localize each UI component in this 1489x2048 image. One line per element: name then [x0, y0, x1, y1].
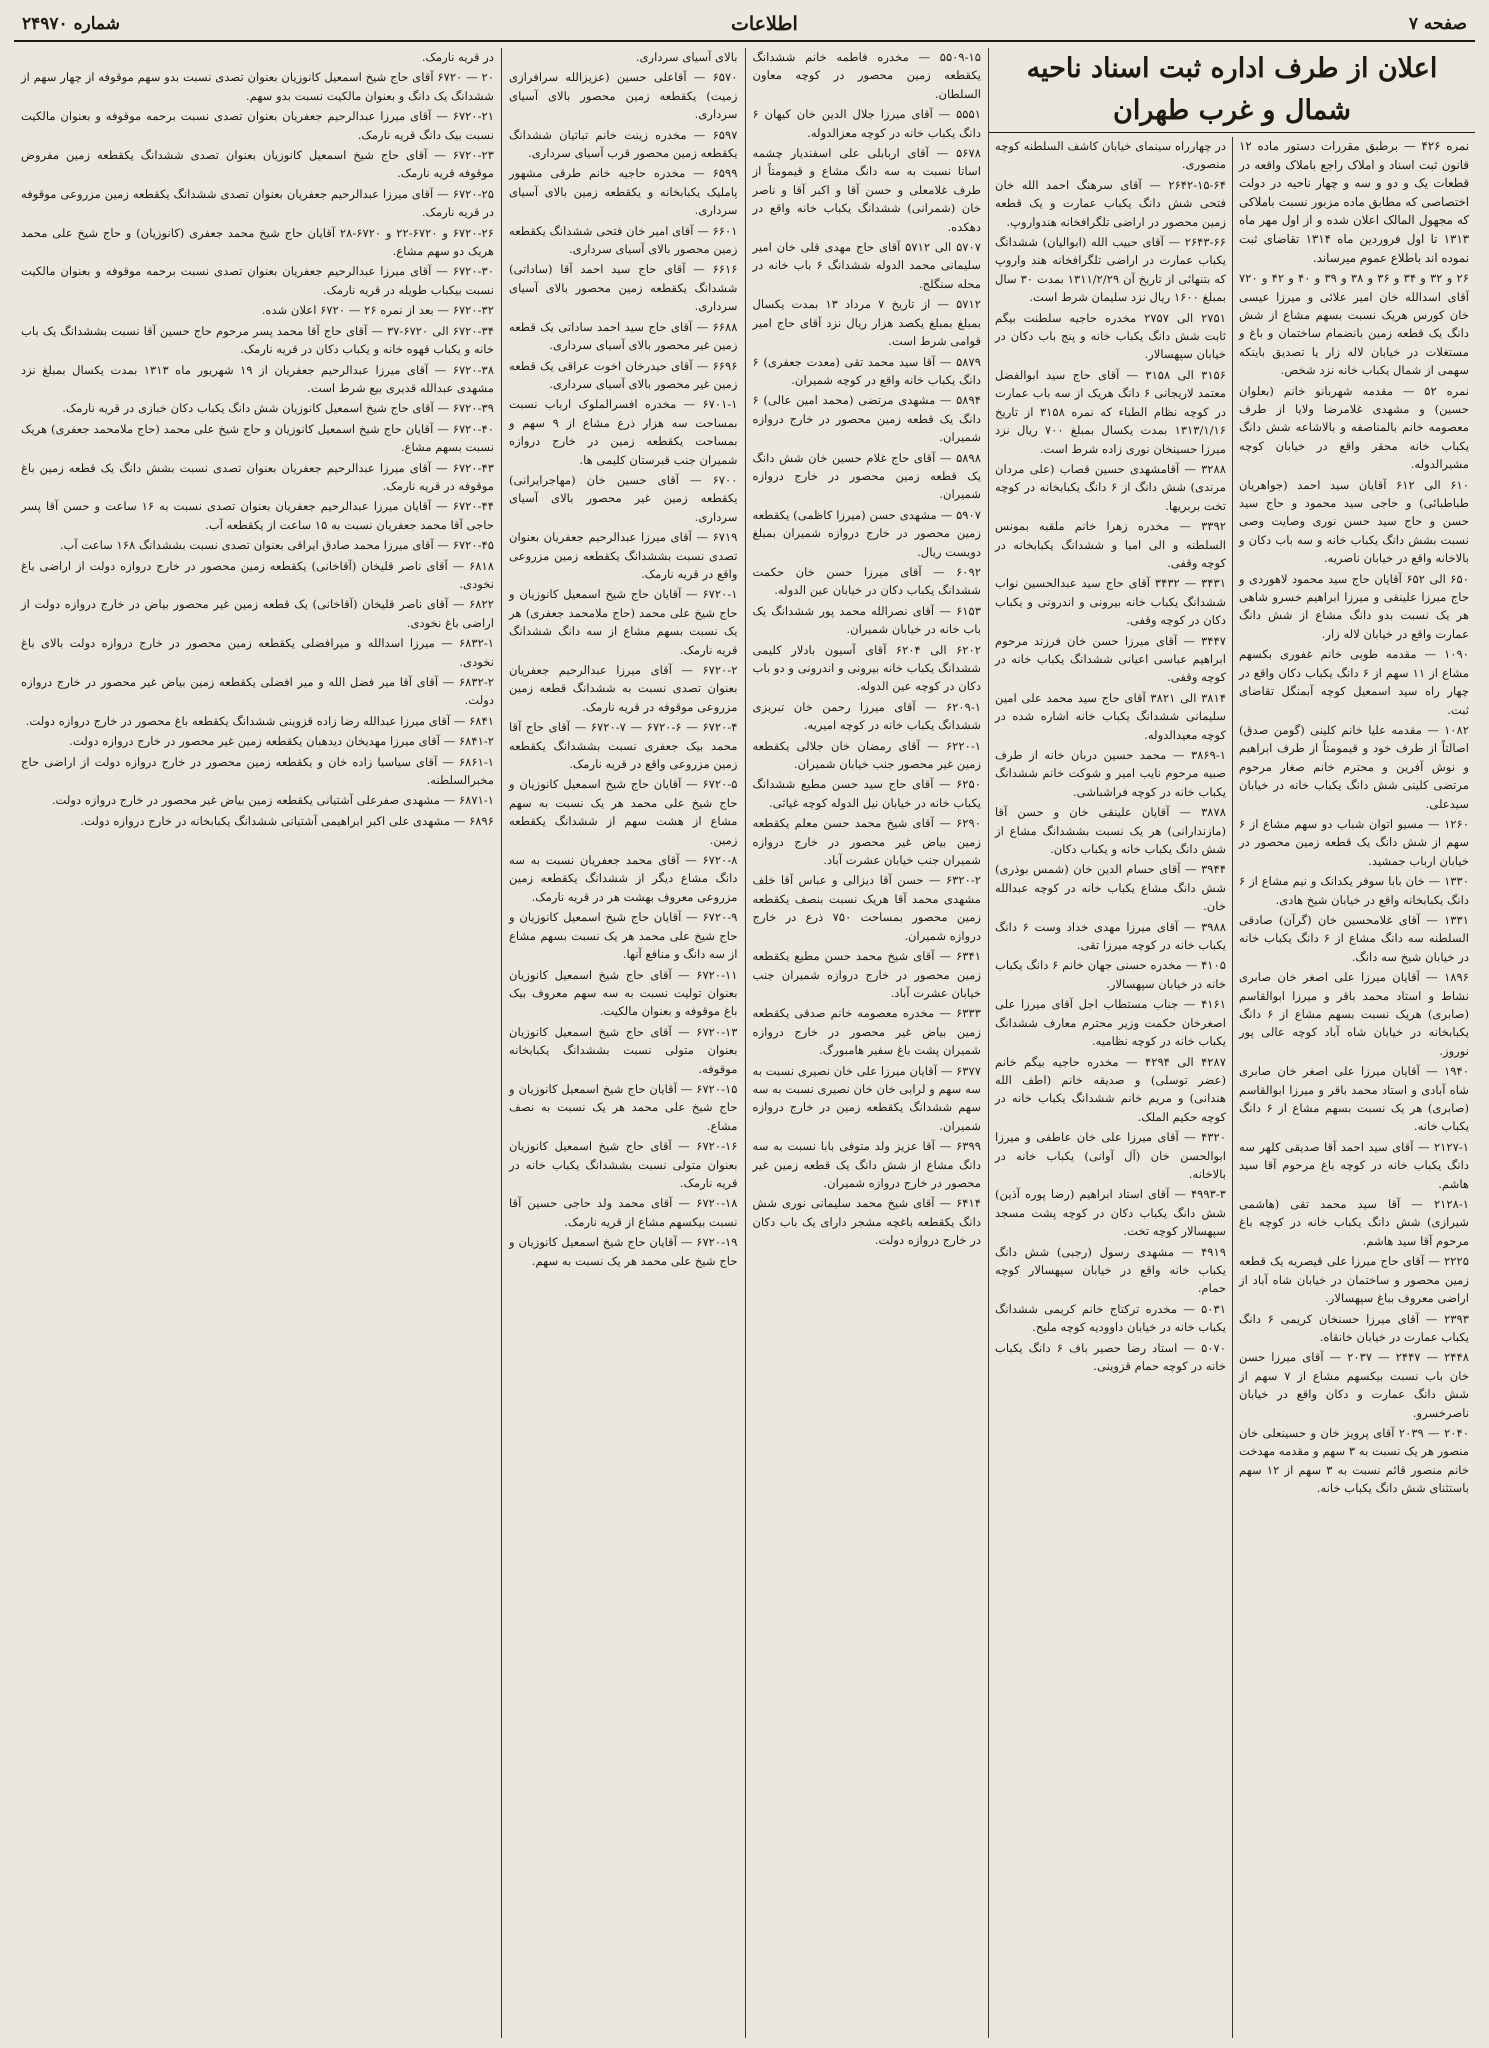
notice-paragraph: ۶۷۲۰-۴۳ — آقای میرزا عبدالرحیم جعفریان بعنوان تصدی نسبت بشش دانگ یک قطعه زمین باغ موقوفه در قریه نارمک. — [21, 460, 494, 493]
notice-paragraph: ۶۷۲۰-۴۰ — آقایان حاج شیخ اسمعیل کانوزیان و حاج شیخ علی محمد (حاج ملامحمد جعفری) هریک نسبت بسهم مشاع. — [21, 421, 494, 455]
notice-paragraph: ۳۹۸۸ — آقای میرزا مهدی خداد وست ۶ دانگ یکباب خانه در کوچه میرزا تقی. — [995, 919, 1226, 953]
notice-paragraph: ۶۲۰۲ الی ۶۲۰۴ آقای آسیون بادلار کلیمی ششدانگ یکباب خانه بیرونی و اندرونی و دو باب دکان در کوچه عین الدوله. — [752, 642, 981, 694]
column-4 — [501, 48, 745, 2038]
notice-paragraph: ۲۲۲۵ — آقای حاج میرزا علی قیصریه یک قطعه زمین محصور و ساختمان در خیابان شاه آباد از اراضی معروف بباغ سپهسالار. — [1239, 1254, 1469, 1306]
notice-paragraph: ۶۷۲۰-۱۸ — آقای محمد ولد حاجی حسین آقا نسبت بیکسهم مشاع از قریه نارمک. — [509, 1196, 738, 1229]
masthead — [14, 8, 1475, 42]
notice-paragraph: ۵۸۹۴ — مشهدی مرتضی (محمد امین عالی) ۶ دانگ یک قطعه زمین محصور در خارج دروازه شمیران. — [752, 393, 981, 445]
notice-paragraph: ۳۹۴۴ — آقای حسام الدین خان (شمس بوذری) شش دانگ مشاع یکباب خانه در کوچه عبدالله خان. — [995, 862, 1226, 914]
notice-paragraph: ۶۶۹۶ — آقای حیدرخان اخوت عراقی یک قطعه زمین غیر محصور بالای آسیای سرداری. — [509, 358, 738, 391]
notice-paragraph: ۵۷۱۲ — از تاریخ ۷ مرداد ۱۳ بمدت یکسال بمبلغ بمبلغ یکصد هزار ریال نزد آقای حاج امیر قوامی شرط است. — [752, 297, 981, 349]
announcement-lead: نمره ۴۲۶ — برطبق مقررات دستور ماده ۱۲ قانون ثبت اسناد و املاک راجع باملاک واقعه در قطعات یک و دو و سه و چهار ناحیه در دولت اختصاصی که مطابق ماده مزبور نسبت باملاکی که مجهول المالک اعلان شده و از اول مهر ماه ۱۳۱۳ تا اول فروردین ماه ۱۳۱۴ تقاضای ثبت نموده اند باطلاع عموم میرساند. — [1239, 139, 1470, 265]
notice-paragraph: ۳۴۳۱ — ۳۴۳۲ آقای حاج سید عبدالحسین نواب ششدانگ یکباب خانه بیرونی و اندرونی و یکباب دکان در کوچه وقفی. — [995, 576, 1226, 628]
column-5 — [14, 48, 501, 2038]
notice-paragraph: ۳۴۴۷ — آقای میرزا حسن خان فرزند مرحوم ابراهیم عباسی اعیانی ششدانگ یکباب خانه در کوچه وقفی. — [995, 633, 1226, 685]
columns-area — [14, 48, 1475, 2038]
notice-paragraph: ۶۷۲۰-۲۱ — آقای میرزا عبدالرحیم جعفریان بعنوان تصدی نسبت برحمه موقوفه و بعنوان مالکیت نسبت بیک دانگ قریه نارمک. — [21, 109, 494, 142]
notice-paragraph: ۴۳۲۰ — آقای میرزا علی خان عاطفی و میرزا ابوالحسن خان (آل آوانی) یکباب خانه در بالاخانه. — [995, 1130, 1226, 1181]
column-3-body — [753, 48, 982, 1250]
notice-paragraph: ۶۱۵۳ — آقای نصرالله محمد پور ششدانگ یک باب خانه در خیابان شمیران. — [752, 603, 981, 637]
notice-paragraph: ۶۸۳۲-۲ — آقای آقا میر فضل الله و میر افضلی یکقطعه زمین بیاض غیر محصور در خارج دروازه دولت. — [21, 675, 494, 708]
notice-paragraph: ۴۱۰۵ — مخدره حسنی جهان خانم ۶ دانگ یکباب خانه در خیابان سپهسالار. — [995, 958, 1226, 991]
notice-paragraph: در چهارراه سینمای خیابان کاشف السلطنه کوچه منصوری. — [995, 139, 1226, 172]
notice-paragraph: ۶۸۶۱-۱ — آقای سیاسیا زاده خان و یکقطعه زمین محصور در خارج دروازه دولت از اراضی حاج مخبرالسلطنه. — [21, 754, 494, 788]
newspaper-name: اطلاعات — [731, 13, 798, 35]
notice-paragraph: ۱۳۳۰ — خان بابا سوفر یکدانک و نیم مشاع از ۶ دانگ یکبابخانه واقع در خیابان شیخ هادی. — [1239, 874, 1469, 907]
notice-paragraph: ۶۷۲۰-۳۸ — آقای میرزا عبدالرحیم جعفریان از ۱۹ شهریور ماه ۱۳۱۳ بمدت یکسال بمبلغ نزد مشهدی عبدالله قدیری بیع شرط است. — [21, 362, 494, 395]
notice-paragraph: ۶۸۱۸ — آقای ناصر قلیخان (آقاخانی) یکقطعه زمین محصور در خارج دروازه دولت از اراضی باغ نخودی. — [21, 558, 494, 591]
notice-paragraph: ۵۰۷۰ — استاد رضا حصیر باف ۶ دانگ یکباب خانه در کوچه حمام قزوینی. — [995, 1340, 1226, 1373]
notice-paragraph: ۴۹۱۹ — مشهدی رسول (رجبی) شش دانگ یکباب خانه واقع در خیابان سپهسالار کوچه حمام. — [995, 1244, 1226, 1296]
notice-paragraph: ۶۸۴۱-۲ — آقای میرزا مهدیخان دیدهبان یکقطعه زمین غیر محصور در خارج دروازه دولت. — [69, 734, 494, 749]
notice-paragraph: ۵۶۷۸ — آقای اربابلی علی اسفندیار چشمه اساتا نسبت به سه دانگ مشاع و قیمومتاً از طرف غلامعلی و حسن آقا و اکبر آقا و ناصر خان (شمرانی) ششدانگ یکباب خانه واقع در دهکده. — [752, 146, 981, 234]
notice-paragraph: ۶۸۴۱ — آقای میرزا عبدالله رضا زاده قزوینی ششدانگ یکقطعه باغ محصور در خارج دروازه دولت. — [25, 713, 494, 728]
notice-paragraph: ۶۷۲۰-۱۵ — آقایان حاج شیخ اسمعیل کانوزیان و حاج شیخ علی محمد هر یک نسبت به نصف مشاع. — [509, 1081, 738, 1133]
column-5-body — [21, 48, 494, 830]
notice-paragraph: ۵۹۰۷ — مشهدی حسن (میرزا کاظمی) یکقطعه زمین محصور در خارج دروازه شمیران بمبلغ دویست ریال. — [752, 507, 981, 559]
notice-paragraph: ۶۸۹۶ — مشهدی علی اکبر ابراهیمی آشتیانی ششدانگ یکبابخانه در خارج دروازه دولت. — [80, 813, 494, 828]
notice-paragraph: ۴۹۹۳-۳ — آقای استاد ابراهیم (رضا پوره آذین) شش دانگ یکباب دکان در کوچه پشت مسجد سپهسالار کوچه تخت. — [995, 1187, 1226, 1239]
notice-paragraph: ۶۷۰۰ — آقای حسین خان (مهاجرایرانی) یکقطعه زمین غیر محصور بالای آسیای سرداری. — [509, 472, 738, 524]
column-2 — [989, 137, 1232, 2038]
notice-paragraph: ۶۵۷۰ — آقاعلی حسین (عزیزالله سرافرازی زمیت) یکقطعه زمین محصور بالای آسیای سرداری. — [509, 70, 738, 122]
announcement-headline: اعلان از طرف اداره ثبت اسناد ناحیه شمال و غرب طهران — [989, 48, 1475, 133]
notice-paragraph: ۴۲۸۷ الی ۴۲۹۴ — مخدره حاجیه بیگم خانم (عضر توسلی) و صدیقه خانم (اطف الله هندانی) و مریم خانم ششدانگ یکباب خانه در کوچه حکیم الملک. — [995, 1054, 1226, 1124]
notice-paragraph: ۶۷۲۰-۲ — آقای میرزا عبدالرحیم جعفریان بعنوان تصدی نسبت به ششدانگ قطعه زمین مزروعی موقوفه در قریه نارمک. — [509, 663, 738, 714]
notice-paragraph: ۵۷۰۷ الی ۵۷۱۲ آقای حاج مهدی قلی خان امیر سلیمانی محمد الدوله ششدانگ ۶ باب خانه در محله سنگلج. — [752, 240, 981, 291]
notice-paragraph: ۶۳۴۱ — آقای شیخ محمد حسن مطیع یکقطعه زمین محصور در خارج دروازه شمیران جنب خیابان عشرت آباد. — [752, 949, 981, 1000]
notice-paragraph: ۶۷۰۱-۱ — مخدره افسرالملوک ارباب نسبت بمساحت سه هزار ذرع مشاع از ۹ سهم و بمساحت یکقطعه زمین در خارج دروازه شمیران جنب قبرستان کلیمی ها. — [509, 397, 738, 467]
notice-paragraph: ۶۲۲۰-۱ — آقای رمضان خان جلالی یکقطعه زمین غیر محصور جنب خیابان شمیران. — [752, 738, 981, 772]
notice-paragraph: ۲۶۴۳-۶۶ — آقای حبیب الله (ابوالیان) ششدانگ یکباب عمارت در اراضی تلگرافخانه هند واروپ که بتنهائی از تاریخ آن ۱۳۱۱/۲/۲۹ بمدت ۳۰ سال بمبلغ ۱۶۰۰ ریال نزد سلیمان شرط است. — [995, 235, 1226, 305]
notice-paragraph: ۶۷۲۰-۵ — آقایان حاج شیخ اسمعیل کانوزیان و حاج شیخ علی محمد هر یک نسبت به سهم مشاع از هشت سهم از ششدانگ یکقطعه زمین. — [509, 777, 738, 847]
notice-paragraph: ۶۷۲۰-۱۳ — آقای حاج شیخ اسمعیل کانوزیان بعنوان متولی نسبت بششدانگ یکبابخانه موقوفه. — [509, 1024, 738, 1076]
notice-paragraph: ۵۰۳۱ — مخدره ترکتاج خانم کریمی ششدانگ یکباب خانه در خیابان داوودیه کوچه ملیح. — [995, 1301, 1226, 1335]
notice-paragraph: ۲۶۴۲-۱۵-۶۴ — آقای سرهنگ احمد الله خان فتحی شش دانگ یکباب عمارت و یک قطعه زمین محصور در اراضی تلگرافخانه هندواروپ. — [995, 177, 1226, 229]
notice-paragraph: ۶۲۰۹-۱ — آقای میرزا رحمن خان تبریزی ششدانگ یکباب خانه در کوچه امیریه. — [752, 699, 981, 733]
notice-paragraph: ۲۰۴۰ — ۲۰۳۹ آقای پرویز خان و حسینعلی خان منصور هر یک نسبت به ۳ سهم و مقدمه مهدخت خانم منصور قائم نسبت به ۳ سهم از ۱۲ سهم باستثنای شش دانگ یکباب خانه. — [1239, 1425, 1469, 1496]
notice-paragraph: ۶۷۲۰-۱۶ — آقای حاج شیخ اسمعیل کانوزیان بعنوان متولی نسبت بششدانگ یکباب خانه در قریه نارمک. — [509, 1139, 738, 1190]
notice-paragraph: ۲۱۲۸-۱ — آقا سید محمد تقی (هاشمی شیرازی) شش دانگ یکباب خانه در کوچه باغ مرحوم آقا سید هاشم. — [1239, 1197, 1469, 1248]
notice-paragraph: ۲۱۲۷-۱ — آقای سید احمد آقا صدیقی کلهر سه دانگ یکباب خانه در کوچه باغ مرحوم آقا سید هاشم. — [1239, 1139, 1469, 1191]
notice-paragraph: نمره ۵۲ — مقدمه شهربانو خانم (بعلوان حسین) و مشهدی غلامرضا ولایا از طرف معصومه خانم بالمناصفه و بالاشاعه شش دانگ یکباب خانه محقر واقع در خیابان کوچه مشیرالدوله. — [1239, 383, 1469, 472]
notice-paragraph: ۶۷۲۰-۲۵ — آقای میرزا عبدالرحیم جعفریان بعنوان تصدی ششدانگ یکقطعه زمین مزروعی موقوفه در قریه نارمک. — [21, 186, 494, 220]
notice-paragraph: ۶۵۹۷ — مخدره زینت خانم تباتیان ششدانگ یکقطعه زمین محصور قرب آسیای سرداری. — [509, 127, 738, 161]
notice-paragraph: ۶۷۲۰-۳۲ — بعد از نمره ۲۶ — ۶۷۲۰ اعلان شده. — [261, 303, 494, 318]
notice-paragraph: ۱۲۶۰ — مسیو اتوان شباب دو سهم مشاع از ۶ سهم از شش دانگ یک قطعه زمین محصور در خیابان ارباب جمشید. — [1239, 816, 1469, 868]
column-1-body — [1239, 269, 1469, 1497]
notice-paragraph: ۵۵۵۱ — آقای میرزا جلال الدین خان کیهان ۶ دانگ یکباب خانه در کوچه معزالدوله. — [752, 107, 981, 140]
notice-paragraph: ۶۳۹۹ — آقا عزیز ولد متوفی بابا نسبت به سه دانگ مشاع از شش دانگ یک قطعه زمین غیر محصور در خارج دروازه شمیران. — [752, 1139, 981, 1190]
notice-paragraph: ۶۸۳۲-۱ — میرزا اسدالله و میرافضلی یکقطعه زمین محصور در خارج دروازه دولت بالای باغ نخودی. — [21, 636, 494, 669]
notice-paragraph: ۶۵۹۹ — مخدره حاجیه خانم طرقی مشهور پاملیک یکبابخانه و یکقطعه زمین بالای آسیای سرداری. — [509, 166, 738, 218]
notice-paragraph: ۶۷۲۰-۲۶ و ۶۷۲۰-۲۲ و ۶۷۲۰-۲۸ آقایان حاج شیخ محمد جعفری (کانوزیان) و حاج شیخ علی محمد هریک دو سهم مشاع. — [21, 225, 494, 259]
notice-paragraph: ۶۷۲۰-۸ — آقای محمد جعفریان نسبت به سه دانگ مشاع دیگر از ششدانگ یکقطعه زمین مزروعی معروف بهشت هر در قریه نارمک. — [509, 853, 738, 904]
notice-paragraph: ۶۷۲۰-۳۰ — آقای میرزا عبدالرحیم جعفریان بعنوان تصدی نسبت برحمه موقوفه و بعنوان مالکیت نسبت بیکباب طویله در قریه نارمک. — [21, 264, 494, 297]
column-2-body — [995, 137, 1226, 1375]
notice-paragraph: ۶۳۲۰-۲ — حسن آقا دیزالی و عباس آقا خلف مشهدی محمد آقا هریک نسبت بنصف یکقطعه زمین محصور بمساحت ۷۵۰ ذرع در خارج دروازه شمیران. — [752, 873, 981, 943]
notice-paragraph: ۶۸۲۲ — آقای ناصر قلیخان (آقاخانی) یک قطعه زمین غیر محصور بیاض در خارج دروازه دولت از اراضی باغ نخودی. — [21, 597, 494, 630]
notice-paragraph: ۶۷۲۰-۴۵ — آقای میرزا محمد صادق ایراقی بعنوان تصدی نسبت بششدانگ ۱۶۸ ساعت آب. — [59, 538, 494, 553]
notice-paragraph: ۵۸۹۸ — آقای حاج غلام حسین خان شش دانگ یک قطعه زمین محصور در خارج دروازه شمیران. — [752, 450, 981, 502]
notice-paragraph: ۶۶۸۸ — آقای حاج سید احمد ساداتی یک قطعه زمین غیر محصور بالای آسیای سرداری. — [509, 319, 738, 353]
notice-paragraph: ۴۱۶۱ — جناب مستطاب اجل آقای میرزا علی اصغرخان حکمت وزیر محترم معارف ششدانگ یکباب خانه در کوچه نظامیه. — [995, 997, 1226, 1049]
notice-paragraph: ۶۲۵۰ — آقای حاج سید حسن مطیع ششدانگ یکباب خانه در خیابان نیل الدوله کوچه غیاثی. — [752, 777, 981, 810]
column-1 — [1232, 137, 1475, 2038]
notice-paragraph: ۲۶ و ۳۲ و ۳۴ و ۳۶ و ۳۸ و ۳۹ و ۴۰ و ۴۲ و ۷۲۰ آقای اسدالله خان امیر علائی و میرزا عیسی خان کورس هریک نسبت بسهم مشاع از شش دانگ یک قطعه زمین بانضمام ساختمان و باغ و مستغلات در خیابان لاله زار یا تصدیق باینکه سهمی از شمال یکباب خانه نزد شخص. — [1239, 271, 1469, 378]
notice-paragraph: ۶۱۰ الی ۶۱۲ آقایان سید احمد (جواهریان طباطبائی) و حاجی سید محمود و حاج سید حسن و حاج سید حسن نوری وصایت وصی نسبت بشش دانگ یکباب خانه و سه باب دکان و بالاخانه واقع در خیابان ناصریه. — [1239, 477, 1469, 566]
notice-paragraph: ۶۶۱۶ — آقای حاج سید احمد آقا (ساداتی) ششدانگ یکقطعه زمین محصور بالای آسیای سرداری. — [509, 262, 738, 314]
notice-paragraph: ۳۸۷۸ — آقایان علینقی خان و حسن آقا (مازندارانی) هر یک نسبت بششدانگ مشاع از شش دانگ یکباب خانه و یکباب دکان. — [995, 805, 1226, 857]
notice-paragraph: ۱۹۴۰ — آقایان میرزا علی اصغر خان صابری شاه آبادی و استاد محمد باقر و میرزا ابوالقاسم (صابری) هر یک نسبت بسهم مشاع از ۶ دانگ یکباب خانه. — [1239, 1064, 1469, 1134]
notice-paragraph: ۳۸۱۴ الی ۳۸۲۱ آقای حاج سید محمد علی امین سلیمانی ششدانگ یکباب خانه اشاره شده در کوچه معیدالدوله. — [995, 690, 1226, 742]
notice-paragraph: ۳۲۸۸ — آقامشهدی حسین قصاب (علی مردان مرندی) شش دانگ از ۶ دانگ یکبابخانه در کوچه تخت بربریها. — [995, 461, 1226, 513]
notice-paragraph: ۶۷۲۰-۴۴ — آقایان میرزا عبدالرحیم جعفریان بعنوان تصدی نسبت به ۱۶ ساعت و حسن آقا پسر حاجی آقا محمد جعفریان نسبت به ۱۵ ساعت از یکقطعه آب. — [21, 499, 495, 532]
notice-paragraph: ۳۳۹۲ — مخدره زهرا خانم ملقبه بمونس السلطنه و الی امیا و ششدانگ یکبابخانه در کوچه وقفی. — [995, 519, 1226, 570]
notice-paragraph: ۵۵۰۹-۱۵ — مخدره فاطمه خانم ششدانگ یکقطعه زمین محصور در کوچه معاون السلطان. — [752, 50, 981, 101]
notice-paragraph: ۶۷۲۰-۲۳ — آقای حاج شیخ اسمعیل کانوزیان بعنوان تصدی ششدانگ یکقطعه زمین مفروض موقوفه قریه نارمک. — [21, 148, 494, 181]
page-number: صفحه ۷ — [1408, 14, 1467, 34]
notice-paragraph: در قریه نارمک. — [421, 50, 494, 64]
notice-paragraph: ۶۸۷۱-۱ — مشهدی صفرعلی آشتیانی یکقطعه زمین بیاض غیر محصور در خارج دروازه دولت. — [51, 793, 494, 808]
notice-paragraph: ۱۰۸۲ — مقدمه علیا خانم کلینی (گومن صدق) اصالتاً از طرف خود و قیمومتاً از طرف ابراهیم و نوش آفرین و محترم خانم صغار مرحوم مرتضی کلینی شش دانگ یکباب خانه در خیابان سیدعلی. — [1239, 722, 1469, 811]
notice-paragraph: ۲۷۵۱ الی ۲۷۵۷ مخدره حاجیه سلطنت بیگم ثابت شش دانگ یکباب خانه و پنج باب دکان در خیابان سپهسالار. — [995, 310, 1226, 362]
notice-paragraph: ۵۸۷۹ — آقا سید محمد تقی (معدت جعفری) ۶ دانگ یکباب خانه واقع در کوچه شمیران. — [752, 354, 981, 387]
notice-paragraph: ۶۷۲۰-۱ — آقایان حاج شیخ اسمعیل کانوزیان و حاج شیخ علی محمد (حاج ملامحمد جعفری) هر یک نسبت بسهم مشاع از سه دانگ ششدانگ قریه نارمک. — [509, 587, 738, 657]
notice-paragraph: ۳۱۵۶ الی ۳۱۵۸ — آقای حاج سید ابوالفضل معتمد لاریجانی ۶ دانگ هریک از سه باب عمارت در کوچه نظام الطباء که نمره ۳۱۵۸ از تاریخ ۱۳۱۳/۱/۱۶ بمدت یکسال بمبلغ ۷۰۰ ریال نزد میرزا حسینخان نوری زاده شرط است. — [995, 367, 1227, 456]
notice-paragraph: ۶۷۲۰-۴ — ۶۷۲۰-۶ — ۶۷۲۰-۷ — آقای حاج آقا محمد بیک جعفری نسبت بششدانگ یکقطعه زمین مزروعی واقع در قریه نارمک. — [509, 720, 738, 772]
notice-paragraph: ۶۷۲۰-۱۹ — آقایان حاج شیخ اسمعیل کانوزیان و حاج شیخ علی محمد هر یک نسبت به سهم. — [509, 1235, 738, 1268]
notice-paragraph: ۶۳۳۳ — مخدره معصومه خانم صدقی یکقطعه زمین بیاض غیر محصور در خارج دروازه شمیران پشت باغ سفیر هامبورگ. — [752, 1006, 981, 1058]
notice-paragraph: ۲۳۹۳ — آقای میرزا حسنخان کریمی ۶ دانگ یکباب عمارت در خیابان خانقاه. — [1239, 1311, 1469, 1344]
notice-paragraph: ۲۰ — ۶۷۲۰ آقای حاج شیخ اسمعیل کانوزیان بعنوان تصدی نسبت بدو سهم موقوفه از چهار سهم از ششدانگ یک دانگ و بعنوان مالکیت نسبت بدو سهم. — [21, 70, 494, 103]
notice-paragraph: ۶۰۹۲ — آقای میرزا حسن خان حکمت ششدانگ یکباب دکان در خیابان عین الدوله. — [752, 564, 981, 598]
notice-paragraph: بالای آسیای سرداری. — [635, 50, 738, 64]
notice-paragraph: ۱۸۹۶ — آقایان میرزا علی اصغر خان صابری نشاط و استاد محمد باقر و میرزا ابوالقاسم (صابری) هریک نسبت بسهم مشاع از ۶ دانگ یکبابخانه در خیابان شاه آباد کوچه عالی پور نوروز. — [1239, 970, 1469, 1058]
notice-paragraph: ۶۷۲۰-۳۹ — آقای حاج شیخ اسمعیل کانوزیان شش دانگ یکباب دکان خبازی در قریه نارمک. — [62, 401, 494, 416]
lead-section — [988, 48, 1475, 2038]
notice-paragraph: ۶۲۹۰ — آقای شیخ محمد حسن معلم یکقطعه زمین بیاض غیر محصور در خارج دروازه شمیران جنب خیابان عشرت آباد. — [752, 816, 981, 868]
column-4-body — [509, 48, 738, 1270]
notice-paragraph: ۲۴۴۸ — ۲۴۴۷ — ۲۰۳۷ — آقای میرزا حسن خان باب نسبت بیکسهم مشاع از ۷ سهم از شش دانگ عمارت و دکان واقع در خیابان ناصرخسرو. — [1239, 1350, 1469, 1420]
notice-paragraph: ۶۴۱۴ — آقای شیخ محمد سلیمانی نوری شش دانگ یکقطعه باغچه مشجر دارای یک باب دکان در خارج دروازه دولت. — [752, 1196, 981, 1248]
notice-paragraph: ۶۵۰ الی ۶۵۲ آقایان حاج سید محمود لاهوردی و حاج میرزا علینقی و میرزا ابراهیم خسرو شاهی هر یک نسبت بدو دانگ مشاع از شش دانگ عمارت واقع در خیابان لاله زار. — [1239, 571, 1469, 641]
column-3 — [745, 48, 989, 2038]
notice-paragraph: ۶۳۷۷ — آقایان میرزا علی خان نصیری نسبت به سه سهم و لرابی خان خان نصیری نسبت به سه سهم ششدانگ یکقطعه زمین در خارج دروازه شمیران. — [752, 1063, 981, 1133]
notice-paragraph: ۶۶۰۱ — آقای امیر خان فتحی ششدانگ یکقطعه زمین محصور بالای آسیای سرداری. — [509, 223, 738, 257]
notice-paragraph: ۳۸۶۹-۱ — محمد حسین دربان خانه از طرف صبیه مرحوم نایب امیر و شوکت خانم ششدانگ یکباب خانه در کوچه فراشباشی. — [995, 748, 1226, 799]
notice-paragraph: ۶۷۲۰-۹ — آقایان حاج شیخ اسمعیل کانوزیان و حاج شیخ علی محمد هر یک نسبت بسهم مشاع از سه دانگ و منافع آنها. — [509, 910, 738, 962]
notice-paragraph: ۶۷۲۰-۱۱ — آقای حاج شیخ اسمعیل کانوزیان بعنوان تولیت نسبت به سه سهم معروف بیک باغ موقوفه و بعنوان مالکیت. — [509, 967, 738, 1019]
notice-paragraph: ۱۰۹۰ — مقدمه طوبی خانم غفوری بکسهم مشاع از ۱۱ سهم از ۶ دانگ یکباب دکان واقع در چهار راه سید اسمعیل کوچه آبمنگل تقاضای ثبت. — [1239, 647, 1470, 717]
notice-paragraph: ۶۷۱۹ — آقای میرزا عبدالرحیم جعفریان بعنوان تصدی نسبت بششدانگ یکقطعه زمین مزروعی واقع در قریه نارمک. — [509, 530, 738, 581]
notice-paragraph: ۱۳۳۱ — آقای غلامحسین خان (گرآن) صادقی السلطنه سه دانگ مشاع از ۶ دانگ یکباب خانه در خیابان شیخ سه دانگ. — [1239, 912, 1469, 964]
notice-paragraph: ۶۷۲۰-۳۴ الی ۶۷۲۰-۳۷ — آقای حاج آقا محمد پسر مرحوم حاج حسین آقا نسبت بششدانگ یک باب خانه و یکباب قهوه خانه و یکباب دکان در قریه نارمک. — [21, 323, 494, 357]
issue-number: شماره ۲۴۹۷۰ — [22, 14, 120, 34]
